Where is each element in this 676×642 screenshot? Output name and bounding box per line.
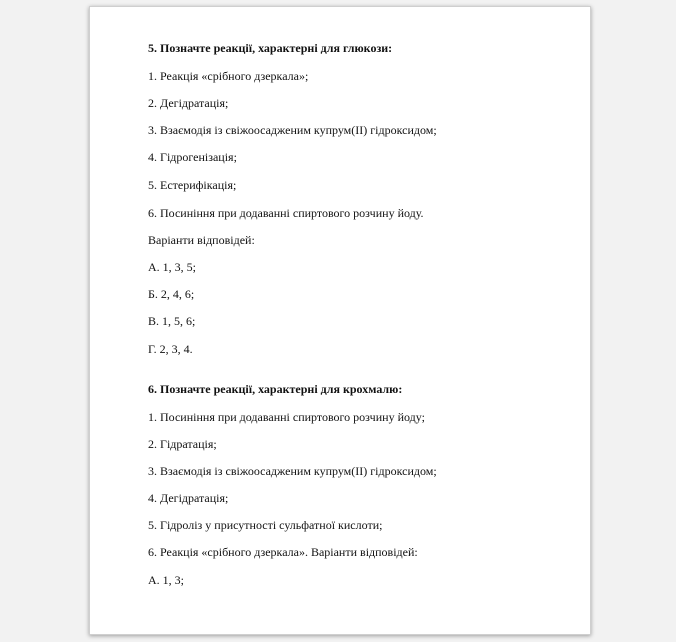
question-6-option-6: 6. Реакція «срібного дзеркала». Варіанти відповідей:: [148, 545, 418, 559]
document-page: [89, 6, 591, 635]
question-6-option-5: 5. Гідроліз у присутності сульфатної кислоти;: [148, 518, 383, 532]
question-5-heading: 5. Позначте реакції, характерні для глюкози:: [148, 41, 393, 55]
question-6-answer-a: А. 1, 3;: [148, 573, 184, 587]
question-5-option-1: 1. Реакція «срібного дзеркала»;: [148, 69, 309, 83]
question-5-answer-d: Г. 2, 3, 4.: [148, 342, 193, 356]
question-6-option-2: 2. Гідратація;: [148, 437, 217, 451]
question-5-answer-c: В. 1, 5, 6;: [148, 314, 196, 328]
question-5-option-5: 5. Естерифікація;: [148, 178, 237, 192]
question-5-option-2: 2. Дегідратація;: [148, 96, 229, 110]
question-5-answer-b: Б. 2, 4, 6;: [148, 287, 195, 301]
question-6-heading: 6. Позначте реакції, характерні для крохмалю:: [148, 382, 403, 396]
question-6-option-3: 3. Взаємодія із свіжоосадженим купрум(ІІ) гідроксидом;: [148, 464, 437, 478]
question-5-option-4: 4. Гідрогенізація;: [148, 150, 237, 164]
question-6-option-1: 1. Посиніння при додаванні спиртового розчину йоду;: [148, 410, 425, 424]
question-5-answer-a: А. 1, 3, 5;: [148, 260, 196, 274]
question-5-option-3: 3. Взаємодія із свіжоосадженим купрум(ІІ) гідроксидом;: [148, 123, 437, 137]
question-6-option-4: 4. Дегідратація;: [148, 491, 229, 505]
question-5-answers-label: Варіанти відповідей:: [148, 233, 255, 247]
question-5-option-6: 6. Посиніння при додаванні спиртового розчину йоду.: [148, 206, 424, 220]
